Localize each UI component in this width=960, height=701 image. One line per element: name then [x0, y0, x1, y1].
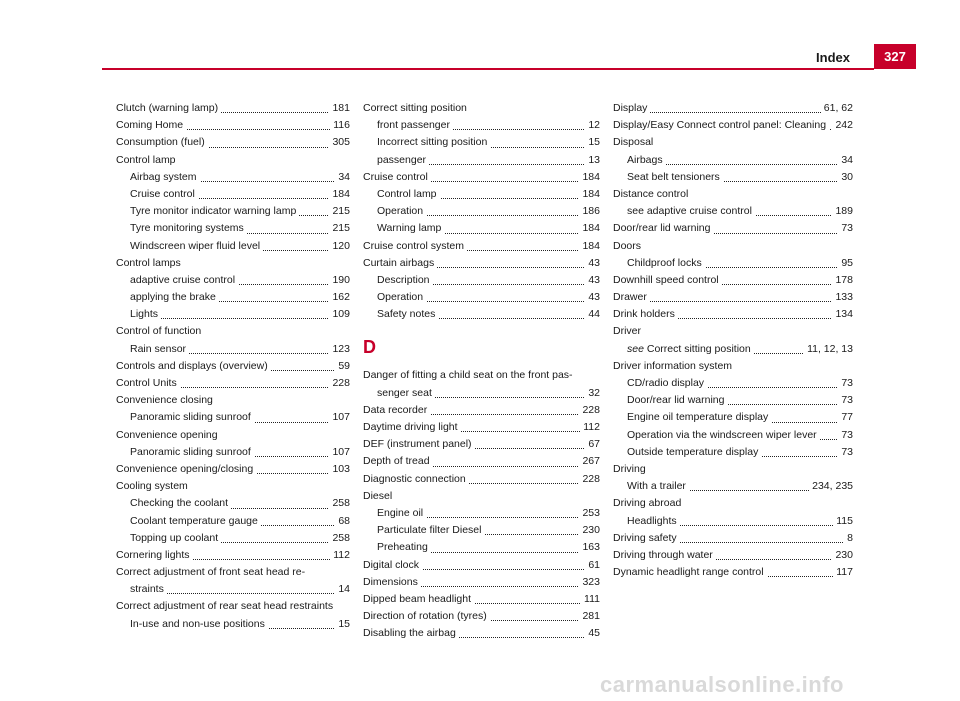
entry-text: In-use and non-use positions: [130, 618, 268, 630]
entry-text: Coolant temperature gauge: [130, 515, 261, 527]
page-reference: 281: [579, 608, 600, 625]
index-entry: [613, 547, 853, 564]
index-entry: [363, 436, 600, 453]
page-reference: 107: [329, 444, 350, 461]
page-reference: 73: [838, 220, 853, 237]
entry-text: Disposal: [613, 136, 656, 148]
index-entry: [116, 203, 350, 220]
index-column-2: [363, 100, 600, 642]
entry-text: Diesel: [363, 490, 395, 502]
index-heading: [613, 461, 853, 478]
page-reference: 228: [329, 375, 350, 392]
index-entry: [363, 169, 600, 186]
entry-text: Digital clock: [363, 559, 422, 571]
index-entry: [613, 427, 853, 444]
index-heading: [613, 238, 853, 255]
index-heading: [116, 427, 350, 444]
page-number-badge: 327: [874, 44, 916, 69]
entry-text: Driving abroad: [613, 497, 684, 509]
entry-text: Display/Easy Connect control panel: Cleaning: [613, 119, 829, 131]
page-reference: 230: [832, 547, 853, 564]
entry-text: Safety notes: [377, 308, 438, 320]
entry-text: Rain sensor: [130, 343, 189, 355]
entry-text: Preheating: [377, 541, 431, 553]
index-entry: [613, 341, 853, 358]
index-entry: [363, 539, 600, 556]
index-entry: [116, 169, 350, 186]
page-reference: 163: [579, 539, 600, 556]
index-entry: [363, 385, 600, 402]
index-entry: [363, 289, 600, 306]
entry-text: Control Units: [116, 377, 180, 389]
page-reference: 162: [329, 289, 350, 306]
index-entry: [363, 402, 600, 419]
index-entry: [116, 547, 350, 564]
entry-text: Airbags: [627, 154, 666, 166]
entry-text: Dynamic headlight range control: [613, 566, 767, 578]
entry-text: CD/radio display: [627, 377, 707, 389]
index-entry: [116, 513, 350, 530]
entry-text: applying the brake: [130, 291, 219, 303]
page-reference: 61: [585, 557, 600, 574]
entry-text: Distance control: [613, 188, 691, 200]
page-reference: 112: [330, 547, 350, 564]
entry-text: Airbag system: [130, 171, 200, 183]
index-entry: [116, 581, 350, 598]
index-entry: [363, 272, 600, 289]
index-entry: [116, 444, 350, 461]
page-reference: 305: [329, 134, 350, 151]
entry-text: Engine oil temperature display: [627, 411, 771, 423]
index-entry: [363, 306, 600, 323]
entry-text: Clutch (warning lamp): [116, 102, 221, 114]
page-reference: 109: [329, 306, 350, 323]
page-reference: 73: [838, 427, 853, 444]
entry-text: Incorrect sitting position: [377, 136, 490, 148]
page-reference: 44: [585, 306, 600, 323]
page-reference: 30: [838, 169, 853, 186]
index-entry: [363, 238, 600, 255]
entry-text: Drink holders: [613, 308, 678, 320]
index-heading: [116, 152, 350, 169]
page-reference: 215: [329, 220, 350, 237]
page-reference: 112: [580, 419, 600, 436]
index-heading: [116, 478, 350, 495]
entry-text: DEF (instrument panel): [363, 438, 475, 450]
entry-text: straints: [130, 583, 167, 595]
page-reference: 34: [838, 152, 853, 169]
index-heading: [116, 564, 350, 581]
see-reference: see: [627, 342, 644, 355]
entry-text: Direction of rotation (tyres): [363, 610, 490, 622]
index-entry: [363, 255, 600, 272]
entry-text: Display: [613, 102, 650, 114]
index-entry: [116, 238, 350, 255]
page-reference: 107: [329, 409, 350, 426]
index-entry: [116, 100, 350, 117]
page-reference: 111: [581, 591, 600, 608]
page-reference: 253: [579, 505, 600, 522]
entry-text: Coming Home: [116, 119, 186, 131]
index-entry: [116, 409, 350, 426]
index-entry: [363, 591, 600, 608]
index-entry: [613, 564, 853, 581]
index-entry: [613, 117, 853, 134]
index-entry: [613, 392, 853, 409]
header-rule: [102, 68, 874, 70]
entry-text: Windscreen wiper fluid level: [130, 240, 263, 252]
page-reference: 120: [329, 238, 350, 255]
entry-text: Operation: [377, 291, 426, 303]
page-reference: 230: [579, 522, 600, 539]
entry-text: Disabling the airbag: [363, 627, 459, 639]
index-entry: [363, 608, 600, 625]
index-entry: [613, 100, 853, 117]
entry-text: Control lamps: [116, 257, 184, 269]
page-reference: 59: [335, 358, 350, 375]
index-heading: [613, 134, 853, 151]
entry-text: passenger: [377, 154, 429, 166]
page-reference: 14: [335, 581, 350, 598]
index-entry: [116, 341, 350, 358]
page-reference: 73: [838, 444, 853, 461]
entry-text: senger seat: [377, 387, 435, 399]
index-entry: [116, 375, 350, 392]
index-entry: [363, 203, 600, 220]
index-entry: [116, 530, 350, 547]
index-entry: [363, 557, 600, 574]
index-entry: [613, 169, 853, 186]
page-reference: 67: [585, 436, 600, 453]
page-reference: 43: [585, 255, 600, 272]
entry-text: Danger of fitting a child seat on the front pas-: [363, 369, 576, 381]
page-reference: 178: [832, 272, 853, 289]
entry-text: Description: [377, 274, 433, 286]
index-entry: [116, 306, 350, 323]
entry-text: Warning lamp: [377, 222, 444, 234]
page-reference: 77: [838, 409, 853, 426]
page-reference: 267: [579, 453, 600, 470]
page-reference: 61, 62: [821, 100, 853, 117]
index-entry: [363, 134, 600, 151]
index-heading: [613, 495, 853, 512]
entry-text: Convenience opening/closing: [116, 463, 256, 475]
index-entry: [363, 505, 600, 522]
page-reference: 15: [585, 134, 600, 151]
index-entry: [116, 461, 350, 478]
entry-text: Driving safety: [613, 532, 680, 544]
entry-text: Drawer: [613, 291, 650, 303]
page-reference: 323: [579, 574, 600, 591]
page-reference: 184: [329, 186, 350, 203]
entry-text: Convenience opening: [116, 429, 221, 441]
index-entry: [363, 152, 600, 169]
page-reference: 184: [579, 220, 600, 237]
entry-text: Panoramic sliding sunroof: [130, 446, 254, 458]
index-entry: [363, 471, 600, 488]
page-reference: 242: [832, 117, 853, 134]
page-title: Index: [816, 50, 850, 65]
index-entry: [116, 289, 350, 306]
page-reference: 73: [838, 375, 853, 392]
entry-text: Operation via the windscreen wiper lever: [627, 429, 820, 441]
entry-text: Correct adjustment of front seat head re-: [116, 566, 308, 578]
page-reference: 43: [585, 289, 600, 306]
index-heading: [116, 392, 350, 409]
index-entry: [116, 117, 350, 134]
index-entry: [116, 220, 350, 237]
page-reference: 11, 12, 13: [804, 341, 853, 358]
index-entry: [363, 522, 600, 539]
index-heading: [363, 100, 600, 117]
index-heading: [116, 323, 350, 340]
page-reference: 228: [579, 471, 600, 488]
entry-text: Cruise control: [363, 171, 431, 183]
entry-text: With a trailer: [627, 480, 689, 492]
index-heading: [613, 358, 853, 375]
page-reference: 123: [329, 341, 350, 358]
entry-text: Lights: [130, 308, 161, 320]
index-heading: [116, 255, 350, 272]
entry-text: Driving: [613, 463, 649, 475]
page-reference: 133: [832, 289, 853, 306]
index-entry: [116, 272, 350, 289]
entry-text: Controls and displays (overview): [116, 360, 271, 372]
page-reference: 234, 235: [809, 478, 853, 495]
entry-text: [627, 343, 754, 355]
page-reference: 184: [579, 169, 600, 186]
entry-text: Correct adjustment of rear seat head restraints: [116, 600, 336, 612]
page-reference: 32: [585, 385, 600, 402]
index-entry: [613, 255, 853, 272]
entry-text: Control lamp: [377, 188, 440, 200]
page-reference: 184: [579, 238, 600, 255]
entry-text: Seat belt tensioners: [627, 171, 723, 183]
entry-text: Curtain airbags: [363, 257, 437, 269]
entry-text: Particulate filter Diesel: [377, 524, 484, 536]
entry-text: Childproof locks: [627, 257, 705, 269]
entry-text: Control lamp: [116, 154, 179, 166]
index-heading: [116, 598, 350, 615]
entry-text: see adaptive cruise control: [627, 205, 755, 217]
entry-text: Cornering lights: [116, 549, 193, 561]
index-entry: [363, 186, 600, 203]
page-reference: 117: [833, 564, 853, 581]
index-entry: [613, 306, 853, 323]
entry-text: Cruise control: [130, 188, 198, 200]
page-reference: 45: [585, 625, 600, 642]
index-entry: [613, 272, 853, 289]
index-heading: [613, 323, 853, 340]
page-reference: 103: [329, 461, 350, 478]
page-reference: 181: [329, 100, 350, 117]
entry-text: Driver information system: [613, 360, 735, 372]
index-column-1: [116, 100, 350, 633]
page-reference: 116: [330, 117, 350, 134]
entry-text: Cruise control system: [363, 240, 467, 252]
entry-text: Consumption (fuel): [116, 136, 208, 148]
page-reference: 95: [838, 255, 853, 272]
entry-text: Dimensions: [363, 576, 421, 588]
index-entry: [613, 513, 853, 530]
page-reference: 13: [585, 152, 600, 169]
index-entry: [116, 186, 350, 203]
index-entry: [613, 530, 853, 547]
page-reference: 189: [832, 203, 853, 220]
page-reference: 228: [579, 402, 600, 419]
page-reference: 258: [329, 495, 350, 512]
section-letter: D: [363, 337, 376, 358]
watermark: carmanualsonline.info: [600, 672, 844, 697]
entry-text: Operation: [377, 205, 426, 217]
index-heading: [613, 186, 853, 203]
entry-text: Downhill speed control: [613, 274, 722, 286]
entry-text: Door/rear lid warning: [613, 222, 713, 234]
page-reference: 34: [335, 169, 350, 186]
page-reference: 186: [579, 203, 600, 220]
index-entry: [116, 495, 350, 512]
index-entry: [116, 616, 350, 633]
index-entry: [613, 409, 853, 426]
index-entry: [116, 134, 350, 151]
entry-text: Data recorder: [363, 404, 430, 416]
index-heading: [363, 488, 600, 505]
entry-text: Correct sitting position: [363, 102, 470, 114]
page-reference: 12: [585, 117, 600, 134]
entry-text: Driver: [613, 325, 644, 337]
page-reference: 184: [579, 186, 600, 203]
page-reference: 15: [335, 616, 350, 633]
index-entry: [363, 220, 600, 237]
page-reference: 8: [844, 530, 853, 547]
index-entry: [613, 203, 853, 220]
entry-text: Cooling system: [116, 480, 191, 492]
index-entry: [363, 625, 600, 642]
entry-text: Control of function: [116, 325, 204, 337]
index-entry: [613, 444, 853, 461]
index-heading: [363, 367, 600, 384]
index-entry: [363, 453, 600, 470]
page-reference: 134: [832, 306, 853, 323]
page-reference: 258: [329, 530, 350, 547]
index-entry: [363, 117, 600, 134]
entry-text: Dipped beam headlight: [363, 593, 474, 605]
page-reference: 73: [838, 392, 853, 409]
index-entry: [363, 419, 600, 436]
page-reference: 68: [335, 513, 350, 530]
index-entry: [363, 574, 600, 591]
entry-text: front passenger: [377, 119, 453, 131]
see-target: Correct sitting position: [646, 342, 751, 355]
entry-text: Checking the coolant: [130, 497, 231, 509]
page-reference: 43: [585, 272, 600, 289]
index-column-3: [613, 100, 853, 581]
page-reference: 215: [329, 203, 350, 220]
entry-text: Depth of tread: [363, 455, 433, 467]
page-reference: 190: [329, 272, 350, 289]
leader-dots: [130, 318, 350, 319]
entry-text: Outside temperature display: [627, 446, 761, 458]
entry-text: Convenience closing: [116, 394, 216, 406]
entry-text: Daytime driving light: [363, 421, 461, 433]
entry-text: Doors: [613, 240, 644, 252]
entry-text: Topping up coolant: [130, 532, 221, 544]
entry-text: Driving through water: [613, 549, 716, 561]
entry-text: adaptive cruise control: [130, 274, 238, 286]
entry-text: Door/rear lid warning: [627, 394, 727, 406]
index-entry: [613, 478, 853, 495]
index-entry: [116, 358, 350, 375]
entry-text: Tyre monitor indicator warning lamp: [130, 205, 299, 217]
entry-text: Panoramic sliding sunroof: [130, 411, 254, 423]
entry-text: Tyre monitoring systems: [130, 222, 247, 234]
entry-text: Headlights: [627, 515, 680, 527]
index-entry: [613, 152, 853, 169]
entry-text: Diagnostic connection: [363, 473, 469, 485]
page-reference: 115: [833, 513, 853, 530]
index-entry: [613, 375, 853, 392]
index-entry: [613, 289, 853, 306]
index-entry: [613, 220, 853, 237]
entry-text: Engine oil: [377, 507, 426, 519]
